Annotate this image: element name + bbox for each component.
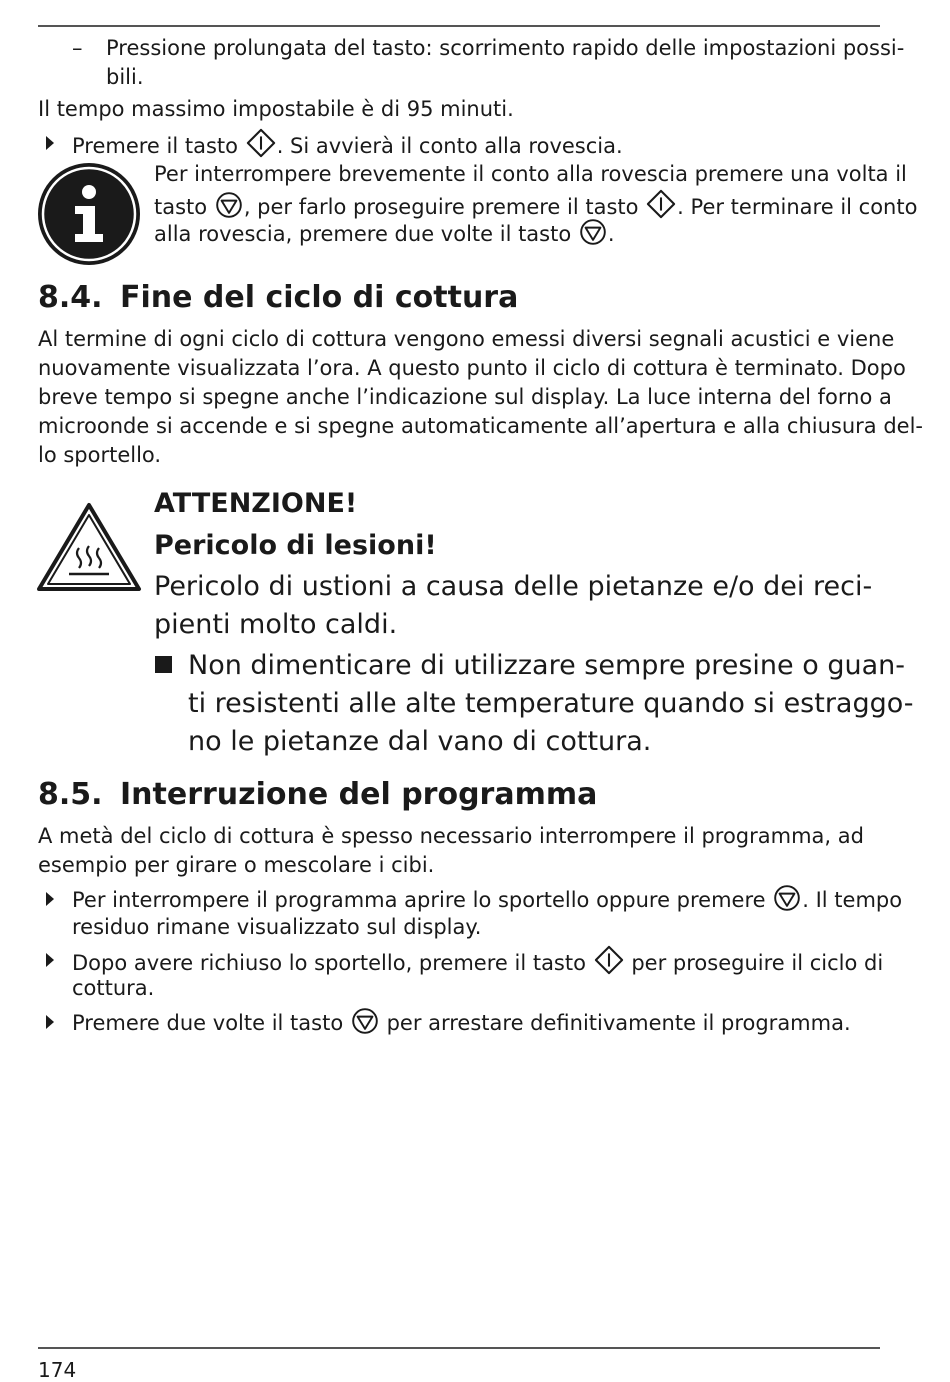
info-icon (37, 162, 141, 266)
start-key-icon (594, 945, 624, 975)
dash-item-line2: bili. (106, 65, 144, 89)
step-bullet (46, 136, 54, 150)
step-bullet (46, 892, 54, 906)
warning-subtitle: Pericolo di lesioni! (154, 530, 437, 561)
step-3-a: Premere due volte il tasto (72, 1011, 344, 1035)
step-3-b: per arrestare definitivamente il programma. (386, 1011, 851, 1035)
bottom-rule (38, 1347, 880, 1349)
step-2-b: per proseguire il ciclo di (631, 951, 884, 975)
section-heading-8-4 (38, 280, 518, 316)
info-line2-c: . Per terminare il conto (677, 195, 918, 219)
start-key-icon (646, 189, 676, 219)
stop-key-icon (773, 884, 801, 912)
paragraph-line: Al termine di ogni ciclo di cottura vengono emessi diversi segnali acustici e viene (38, 327, 895, 351)
info-line1: Per interrompere brevemente il conto alla rovescia premere una volta il (154, 162, 907, 186)
step-2-line2: cottura. (72, 976, 155, 1000)
section-number: 8.4. (38, 280, 103, 315)
warning-text-line1: Pericolo di ustioni a causa delle pietanze e/o dei reci- (154, 571, 873, 602)
step-bullet (46, 953, 54, 967)
section-number: 8.5. (38, 777, 103, 812)
intro-line2: esempio per girare o mescolare i cibi. (38, 853, 435, 877)
warning-item-line3: no le pietanze dal vano di cottura. (188, 726, 652, 757)
hot-surface-warning-icon (36, 502, 142, 592)
step-1-a: Per interrompere il programma aprire lo sportello oppure premere (72, 888, 766, 912)
info-line3-b: . (607, 222, 615, 246)
step-1 (72, 884, 902, 915)
warning-title: ATTENZIONE! (154, 488, 358, 519)
info-line3 (154, 218, 615, 249)
info-line3-a: alla rovescia, premere due volte il tasto (154, 222, 572, 246)
warning-text-line2: pienti molto caldi. (154, 609, 398, 640)
dash-marker: – (72, 36, 83, 60)
page-number: 174 (38, 1358, 77, 1382)
section-title: Fine del ciclo di cottura (120, 280, 519, 315)
square-bullet (155, 656, 172, 673)
start-step (72, 128, 623, 161)
paragraph-line: lo sportello. (38, 443, 162, 467)
intro-line1: A metà del ciclo di cottura è spesso necessario interrompere il programma, ad (38, 824, 864, 848)
max-time-text: Il tempo massimo impostabile è di 95 minuti. (38, 97, 514, 121)
step-2 (72, 945, 883, 978)
stop-key-icon (215, 191, 243, 219)
start-step-before: Premere il tasto (72, 134, 239, 158)
start-step-after: . Si avvierà il conto alla rovescia. (276, 134, 623, 158)
paragraph-line: nuovamente visualizzata l’ora. A questo punto il ciclo di cottura è terminato. Dopo (38, 356, 906, 380)
dash-list-item (72, 34, 83, 63)
section-heading-8-5 (38, 777, 597, 813)
top-rule (38, 25, 880, 27)
stop-key-icon (579, 218, 607, 246)
step-1-line2: residuo rimane visualizzato sul display. (72, 915, 482, 939)
step-2-a: Dopo avere richiuso lo sportello, premere il tasto (72, 951, 586, 975)
warning-item-line2: ti resistenti alle alte temperature quando si estraggo- (188, 688, 914, 719)
info-line2-b: , per farlo proseguire premere il tasto (243, 195, 639, 219)
dash-item-line1: Pressione prolungata del tasto: scorrimento rapido delle impostazioni possi- (106, 36, 905, 60)
info-line2-a: tasto (154, 195, 208, 219)
paragraph-line: microonde si accende e si spegne automaticamente all’apertura e alla chiusura del- (38, 414, 924, 438)
stop-key-icon (351, 1007, 379, 1035)
step-3 (72, 1007, 851, 1038)
warning-item-line1: Non dimenticare di utilizzare sempre presine o guan- (188, 650, 905, 681)
section-title: Interruzione del programma (120, 777, 598, 812)
start-key-icon (246, 128, 276, 158)
step-1-b: . Il tempo (802, 888, 903, 912)
paragraph-line: breve tempo si spegne anche l’indicazione sul display. La luce interna del forno a (38, 385, 892, 409)
step-bullet (46, 1015, 54, 1029)
